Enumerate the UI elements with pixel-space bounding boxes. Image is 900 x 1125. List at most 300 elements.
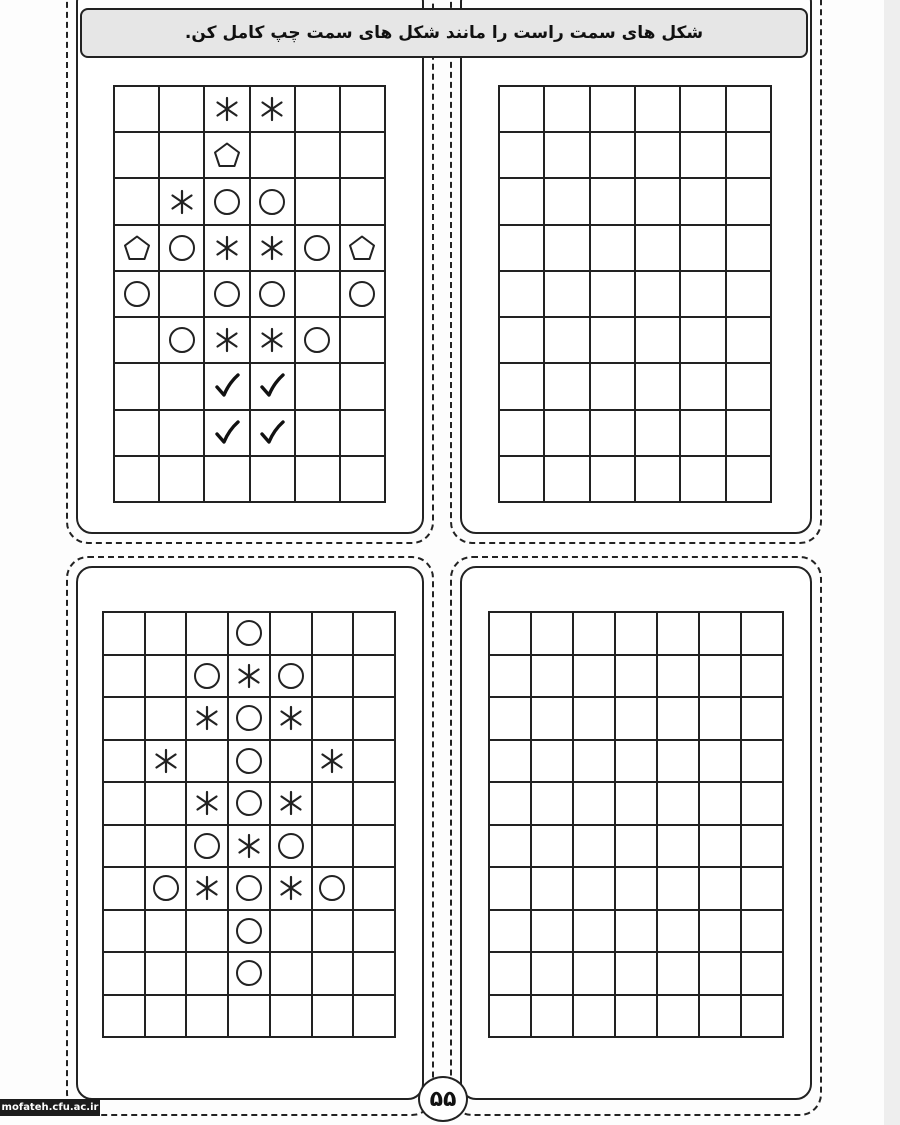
asterisk-icon	[212, 233, 242, 263]
circle-icon	[234, 873, 264, 903]
grid-cell[interactable]	[681, 272, 726, 318]
grid-cell[interactable]	[742, 698, 784, 741]
grid-cell	[296, 87, 341, 133]
watermark-logo	[0, 1099, 100, 1116]
grid-cell	[271, 826, 313, 869]
grid-cell[interactable]	[532, 656, 574, 699]
asterisk-icon	[276, 703, 306, 733]
grid-cell[interactable]	[591, 318, 636, 364]
pentagon-icon	[212, 140, 242, 170]
grid-cell[interactable]	[574, 698, 616, 741]
grid-cell[interactable]	[742, 656, 784, 699]
grid-cell[interactable]	[636, 318, 681, 364]
grid-cell[interactable]	[532, 911, 574, 954]
grid-cell[interactable]	[727, 179, 772, 225]
asterisk-icon	[257, 94, 287, 124]
grid-cell	[104, 868, 146, 911]
grid-cell[interactable]	[681, 318, 726, 364]
grid-cell[interactable]	[532, 783, 574, 826]
grid-cell	[296, 411, 341, 457]
grid-cell[interactable]	[727, 87, 772, 133]
instruction-text: شکل های سمت راست را مانند شکل های سمت چپ کامل کن.	[184, 23, 704, 43]
grid-cell[interactable]	[658, 996, 700, 1039]
grid-cell	[354, 613, 396, 656]
circle-icon	[234, 958, 264, 988]
grid-cell	[229, 741, 271, 784]
grid-cell	[160, 411, 205, 457]
grid-cell	[251, 133, 296, 179]
grid-cell	[146, 911, 188, 954]
grid-cell	[187, 953, 229, 996]
grid-cell[interactable]	[532, 741, 574, 784]
grid-cell	[271, 656, 313, 699]
grid-cell	[229, 656, 271, 699]
grid-cell[interactable]	[591, 179, 636, 225]
grid-cell	[271, 953, 313, 996]
asterisk-icon	[192, 703, 222, 733]
grid-cell[interactable]	[490, 741, 532, 784]
grid-cell[interactable]	[700, 996, 742, 1039]
circle-icon	[234, 788, 264, 818]
grid-cell[interactable]	[681, 364, 726, 410]
circle-icon	[234, 916, 264, 946]
grid-cell	[187, 868, 229, 911]
grid-cell	[146, 698, 188, 741]
grid-cell	[229, 613, 271, 656]
grid-cell[interactable]	[636, 133, 681, 179]
grid-cell	[205, 226, 250, 272]
grid-cell[interactable]	[700, 698, 742, 741]
grid-cell	[104, 613, 146, 656]
grid-cell	[115, 226, 160, 272]
page-edge	[884, 0, 900, 1125]
grid-cell[interactable]	[574, 783, 616, 826]
grid-cell[interactable]	[500, 364, 545, 410]
grid-cell[interactable]	[681, 179, 726, 225]
asterisk-icon	[151, 746, 181, 776]
grid-cell[interactable]	[545, 411, 590, 457]
grid-cell[interactable]	[532, 868, 574, 911]
grid-cell[interactable]	[658, 826, 700, 869]
grid-cell[interactable]	[742, 996, 784, 1039]
grid-cell	[354, 953, 396, 996]
grid-cell[interactable]	[591, 133, 636, 179]
grid-cell	[354, 826, 396, 869]
grid-cell	[354, 783, 396, 826]
grid-cell[interactable]	[616, 656, 658, 699]
grid-cell	[313, 741, 355, 784]
grid-cell	[341, 179, 386, 225]
grid-cell	[313, 996, 355, 1039]
grid-cell[interactable]	[616, 613, 658, 656]
grid-cell[interactable]	[681, 133, 726, 179]
asterisk-icon	[257, 325, 287, 355]
grid-cell	[354, 911, 396, 954]
grid-cell[interactable]	[636, 457, 681, 503]
grid-cell[interactable]	[574, 741, 616, 784]
pentagon-icon	[122, 233, 152, 263]
grid-cell	[313, 613, 355, 656]
circle-icon	[257, 279, 287, 309]
grid-cell[interactable]	[681, 457, 726, 503]
grid-cell[interactable]	[636, 179, 681, 225]
grid-cell[interactable]	[545, 87, 590, 133]
grid-cell	[251, 87, 296, 133]
grid-cell[interactable]	[500, 318, 545, 364]
asterisk-icon	[257, 233, 287, 263]
grid-cell[interactable]	[490, 613, 532, 656]
sample-grid-2	[102, 611, 396, 1038]
grid-cell[interactable]	[727, 318, 772, 364]
blank-grid-2[interactable]	[488, 611, 784, 1038]
page-number-badge	[418, 1076, 468, 1122]
grid-cell[interactable]	[545, 457, 590, 503]
checkmark-icon	[212, 418, 242, 448]
circle-icon	[257, 187, 287, 217]
grid-cell[interactable]	[490, 996, 532, 1039]
grid-cell	[187, 783, 229, 826]
grid-cell[interactable]	[574, 613, 616, 656]
grid-cell	[187, 826, 229, 869]
grid-cell	[271, 741, 313, 784]
grid-cell	[296, 272, 341, 318]
grid-cell[interactable]	[616, 698, 658, 741]
grid-cell	[354, 656, 396, 699]
grid-cell	[229, 783, 271, 826]
grid-cell	[313, 826, 355, 869]
circle-icon	[276, 661, 306, 691]
grid-cell[interactable]	[616, 741, 658, 784]
grid-cell	[296, 133, 341, 179]
grid-cell[interactable]	[545, 133, 590, 179]
grid-cell	[146, 783, 188, 826]
grid-cell	[313, 868, 355, 911]
grid-cell[interactable]	[591, 272, 636, 318]
grid-cell[interactable]	[500, 226, 545, 272]
grid-cell	[296, 179, 341, 225]
grid-cell	[296, 318, 341, 364]
grid-cell	[341, 457, 386, 503]
grid-cell[interactable]	[636, 272, 681, 318]
grid-cell[interactable]	[574, 826, 616, 869]
asterisk-icon	[317, 746, 347, 776]
grid-cell	[104, 656, 146, 699]
grid-cell	[160, 318, 205, 364]
grid-cell[interactable]	[658, 783, 700, 826]
grid-cell[interactable]	[658, 698, 700, 741]
grid-cell[interactable]	[658, 656, 700, 699]
grid-cell[interactable]	[700, 656, 742, 699]
grid-cell	[115, 364, 160, 410]
grid-cell	[205, 364, 250, 410]
grid-cell	[296, 364, 341, 410]
circle-icon	[234, 746, 264, 776]
grid-cell	[205, 179, 250, 225]
grid-cell	[104, 911, 146, 954]
grid-cell	[313, 783, 355, 826]
grid-cell[interactable]	[591, 226, 636, 272]
grid-cell[interactable]	[545, 318, 590, 364]
circle-icon	[167, 325, 197, 355]
grid-cell[interactable]	[727, 457, 772, 503]
grid-cell	[296, 226, 341, 272]
grid-cell	[104, 996, 146, 1039]
grid-cell[interactable]	[500, 179, 545, 225]
grid-cell[interactable]	[658, 868, 700, 911]
grid-cell	[251, 272, 296, 318]
grid-cell[interactable]	[742, 741, 784, 784]
grid-cell	[146, 826, 188, 869]
grid-cell[interactable]	[681, 411, 726, 457]
grid-cell	[160, 226, 205, 272]
grid-cell	[187, 698, 229, 741]
asterisk-icon	[212, 325, 242, 355]
grid-cell[interactable]	[700, 826, 742, 869]
grid-cell	[354, 741, 396, 784]
blank-grid-1[interactable]	[498, 85, 772, 503]
grid-cell	[341, 226, 386, 272]
grid-cell	[271, 911, 313, 954]
grid-cell	[251, 411, 296, 457]
grid-cell[interactable]	[532, 698, 574, 741]
grid-cell[interactable]	[700, 911, 742, 954]
asterisk-icon	[192, 788, 222, 818]
grid-cell	[271, 783, 313, 826]
grid-cell[interactable]	[591, 411, 636, 457]
grid-cell	[160, 272, 205, 318]
grid-cell	[104, 698, 146, 741]
grid-cell[interactable]	[658, 953, 700, 996]
page-number: ۵۵	[429, 1086, 457, 1112]
grid-cell[interactable]	[490, 698, 532, 741]
grid-cell	[187, 613, 229, 656]
grid-cell	[160, 179, 205, 225]
circle-icon	[317, 873, 347, 903]
grid-cell[interactable]	[532, 826, 574, 869]
circle-icon	[347, 279, 377, 309]
grid-cell	[115, 457, 160, 503]
grid-cell[interactable]	[591, 87, 636, 133]
asterisk-icon	[167, 187, 197, 217]
grid-cell	[115, 318, 160, 364]
grid-cell	[187, 911, 229, 954]
circle-icon	[302, 325, 332, 355]
grid-cell[interactable]	[681, 87, 726, 133]
grid-cell[interactable]	[742, 868, 784, 911]
circle-icon	[302, 233, 332, 263]
grid-cell	[205, 457, 250, 503]
grid-cell	[115, 272, 160, 318]
grid-cell[interactable]	[658, 613, 700, 656]
grid-cell[interactable]	[727, 272, 772, 318]
grid-cell	[205, 87, 250, 133]
circle-icon	[276, 831, 306, 861]
grid-cell[interactable]	[727, 411, 772, 457]
grid-cell	[187, 996, 229, 1039]
grid-cell[interactable]	[636, 411, 681, 457]
grid-cell[interactable]	[574, 868, 616, 911]
grid-cell	[104, 741, 146, 784]
grid-cell[interactable]	[500, 133, 545, 179]
grid-cell[interactable]	[545, 364, 590, 410]
grid-cell[interactable]	[545, 272, 590, 318]
grid-cell	[313, 911, 355, 954]
circle-icon	[212, 279, 242, 309]
grid-cell[interactable]	[490, 953, 532, 996]
grid-cell	[341, 133, 386, 179]
grid-cell	[229, 953, 271, 996]
checkmark-icon	[257, 418, 287, 448]
asterisk-icon	[192, 873, 222, 903]
grid-cell	[160, 457, 205, 503]
grid-cell	[205, 318, 250, 364]
grid-cell	[271, 613, 313, 656]
grid-cell[interactable]	[742, 783, 784, 826]
asterisk-icon	[234, 661, 264, 691]
grid-cell[interactable]	[658, 911, 700, 954]
grid-cell[interactable]	[591, 457, 636, 503]
grid-cell	[296, 457, 341, 503]
pentagon-icon	[347, 233, 377, 263]
grid-cell	[341, 318, 386, 364]
grid-cell	[341, 87, 386, 133]
circle-icon	[192, 661, 222, 691]
grid-cell	[229, 911, 271, 954]
grid-cell	[115, 87, 160, 133]
grid-cell	[104, 783, 146, 826]
grid-cell[interactable]	[545, 179, 590, 225]
grid-cell[interactable]	[500, 87, 545, 133]
grid-cell[interactable]	[532, 996, 574, 1039]
grid-cell[interactable]	[616, 911, 658, 954]
grid-cell[interactable]	[700, 953, 742, 996]
grid-cell	[115, 411, 160, 457]
grid-cell[interactable]	[681, 226, 726, 272]
grid-cell[interactable]	[591, 364, 636, 410]
grid-cell[interactable]	[532, 613, 574, 656]
grid-cell	[115, 179, 160, 225]
grid-cell[interactable]	[742, 953, 784, 996]
grid-cell	[354, 996, 396, 1039]
grid-cell	[341, 411, 386, 457]
grid-cell[interactable]	[616, 953, 658, 996]
grid-cell	[251, 318, 296, 364]
grid-cell	[251, 457, 296, 503]
grid-cell[interactable]	[658, 741, 700, 784]
asterisk-icon	[276, 873, 306, 903]
grid-cell[interactable]	[574, 911, 616, 954]
grid-cell	[160, 364, 205, 410]
checkmark-icon	[257, 371, 287, 401]
grid-cell[interactable]	[742, 911, 784, 954]
grid-cell	[251, 226, 296, 272]
grid-cell	[146, 996, 188, 1039]
grid-cell	[104, 826, 146, 869]
grid-cell	[271, 698, 313, 741]
grid-cell[interactable]	[700, 613, 742, 656]
grid-cell[interactable]	[574, 953, 616, 996]
grid-cell	[187, 656, 229, 699]
grid-cell[interactable]	[636, 226, 681, 272]
grid-cell[interactable]	[727, 133, 772, 179]
asterisk-icon	[276, 788, 306, 818]
grid-cell	[354, 698, 396, 741]
grid-cell[interactable]	[490, 868, 532, 911]
grid-cell	[104, 953, 146, 996]
grid-cell[interactable]	[490, 826, 532, 869]
grid-cell	[271, 996, 313, 1039]
grid-cell[interactable]	[616, 996, 658, 1039]
checkmark-icon	[212, 371, 242, 401]
grid-cell[interactable]	[545, 226, 590, 272]
grid-cell[interactable]	[727, 226, 772, 272]
grid-cell	[341, 272, 386, 318]
grid-cell[interactable]	[490, 783, 532, 826]
grid-cell	[313, 953, 355, 996]
grid-cell[interactable]	[532, 953, 574, 996]
grid-cell	[146, 953, 188, 996]
grid-cell	[160, 87, 205, 133]
watermark-text: mofateh.cfu.ac.ir	[1, 1102, 99, 1113]
grid-cell[interactable]	[574, 996, 616, 1039]
grid-cell	[341, 364, 386, 410]
grid-cell[interactable]	[742, 613, 784, 656]
grid-cell[interactable]	[742, 826, 784, 869]
circle-icon	[151, 873, 181, 903]
grid-cell	[229, 996, 271, 1039]
grid-cell[interactable]	[500, 411, 545, 457]
grid-cell	[313, 698, 355, 741]
grid-cell	[354, 868, 396, 911]
instruction-banner	[80, 8, 808, 58]
circle-icon	[192, 831, 222, 861]
grid-cell	[146, 741, 188, 784]
circle-icon	[167, 233, 197, 263]
grid-cell	[187, 741, 229, 784]
grid-cell[interactable]	[636, 87, 681, 133]
grid-cell[interactable]	[616, 826, 658, 869]
grid-cell[interactable]	[490, 911, 532, 954]
grid-cell[interactable]	[636, 364, 681, 410]
grid-cell[interactable]	[500, 272, 545, 318]
grid-cell[interactable]	[616, 783, 658, 826]
grid-cell	[251, 179, 296, 225]
grid-cell	[271, 868, 313, 911]
grid-cell[interactable]	[574, 656, 616, 699]
circle-icon	[212, 187, 242, 217]
sample-grid-1	[113, 85, 386, 503]
grid-cell[interactable]	[700, 741, 742, 784]
grid-cell[interactable]	[700, 868, 742, 911]
asterisk-icon	[234, 831, 264, 861]
grid-cell[interactable]	[727, 364, 772, 410]
grid-cell	[160, 133, 205, 179]
grid-cell	[205, 133, 250, 179]
grid-cell[interactable]	[700, 783, 742, 826]
grid-cell[interactable]	[490, 656, 532, 699]
grid-cell	[229, 868, 271, 911]
grid-cell	[251, 364, 296, 410]
grid-cell	[146, 613, 188, 656]
grid-cell	[229, 826, 271, 869]
grid-cell[interactable]	[616, 868, 658, 911]
grid-cell[interactable]	[500, 457, 545, 503]
grid-cell	[146, 656, 188, 699]
asterisk-icon	[212, 94, 242, 124]
grid-cell	[313, 656, 355, 699]
grid-cell	[115, 133, 160, 179]
circle-icon	[234, 618, 264, 648]
